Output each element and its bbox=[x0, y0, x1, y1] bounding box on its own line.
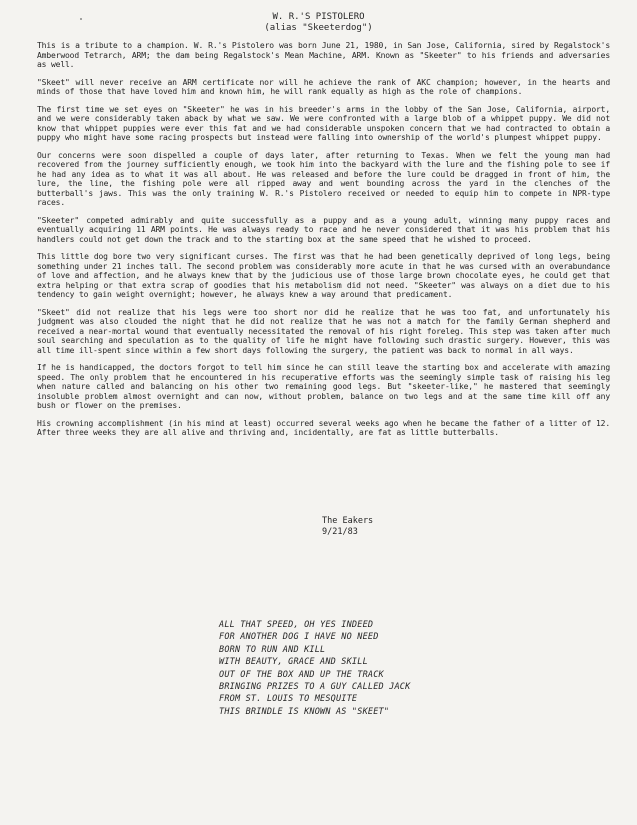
poem-line: BORN TO RUN AND KILL bbox=[219, 644, 326, 655]
poem-line: BRINGING PRIZES TO A GUY CALLED JACK bbox=[219, 682, 411, 693]
body-text bbox=[37, 41, 610, 446]
paragraph: This little dog bore two very significant curses. The first was that he had been genetically deprived of long legs, being something under 21 inches tall. The second problem was considerably more acute in that he was cursed with an overabundance of love and affection, and he always knew that by the judicious use of those large brown chocolate eyes, he could get that extra helping or that extra scrap of goodies that his metabolism did not need. "Skeeter" was always on a diet due to his tendency to gain weight overnight; however, he always knew a way around that predicament. bbox=[37, 252, 610, 299]
poem-line: FOR ANOTHER DOG I HAVE NO NEED bbox=[219, 632, 379, 643]
paragraph: "Skeet" did not realize that his legs were too short nor did he realize that he was too fat, and unfortunately his judgment was also clouded the night that he did not realize that he was not a match for the family German shepherd and received a near-mortal wound that eventually necessitated the removal of his right foreleg. This step was taken after much soul searching and speculation as to the quality of life he might have following such drastic surgery. However, this was all time ill-spent since within a few short days following the surgery, the patient was back to normal in all ways. bbox=[37, 307, 610, 355]
poem bbox=[219, 619, 410, 718]
poem-line: THIS BRINDLE IS KNOWN AS "SKEET" bbox=[219, 706, 390, 717]
paragraph: The first time we set eyes on "Skeeter" he was in his breeder's arms in the lobby of the San Jose, California, airport, and we were considerably taken aback by what we saw. We were confronted with a large blob of a whippet puppy. We did not know that whippet puppies were ever this fat and we had considerable unspoken concern that we had contracted to obtain a puppy who might have some racing prospects but instead were falling into ownership of the world's plumpest whippet puppy. bbox=[37, 104, 610, 142]
paragraph: "Skeet" will never receive an ARM certificate nor will he achieve the rank of AKC champion; however, in the hearts and minds of those that have loved him and known him, he will rank equally as high as the role of champions. bbox=[37, 77, 610, 96]
poem-line: FROM ST. LOUIS TO MESQUITE bbox=[219, 694, 358, 705]
paragraph: This is a tribute to a champion. W. R.'s Pistolero was born June 21, 1980, in San Jose, California, sired by Regalstock's Amberwood Tetrarch, ARM; the dam being Regalstock's Mean Machine, ARM. Known as "Skeeter" to his friends and adversaries as well. bbox=[37, 41, 610, 69]
signature-name: The Eakers bbox=[322, 516, 374, 526]
signature-date: 9/21/83 bbox=[322, 527, 358, 537]
signature-block bbox=[322, 516, 373, 538]
paragraph: His crowning accomplishment (in his mind at least) occurred several weeks ago when he became the father of a litter of 12. After three weeks they are all alive and thriving and, incidentally, are fat as little butterballs. bbox=[37, 418, 610, 437]
poem-line: OUT OF THE BOX AND UP THE TRACK bbox=[219, 669, 384, 680]
document-subtitle: (alias "Skeeterdog") bbox=[264, 23, 373, 33]
paragraph: If he is handicapped, the doctors forgot to tell him since he can still leave the starting box and accelerate with amazing speed. The only problem that he encountered in his recuperative efforts was the seemingly simple task of raising his leg when nature called and balancing on his other two remaining good legs. But "skeeter-like," he mastered that seemingly insoluble problem almost overnight and can now, without problem, balance on two legs and at the same time kill off any bush or flower on the premises. bbox=[37, 363, 610, 410]
document-header bbox=[0, 12, 637, 34]
poem-line: WITH BEAUTY, GRACE AND SKILL bbox=[219, 657, 368, 668]
document-title: W. R.'S PISTOLERO bbox=[272, 12, 365, 22]
paragraph: "Skeeter" competed admirably and quite successfully as a puppy and as a young adult, winning many puppy races and eventually acquiring 11 ARM points. He was always ready to race and he never considered that it was his problem that his handlers could not get down the track and to the starting box at the same speed that he wished to proceed. bbox=[37, 215, 610, 244]
poem-line: ALL THAT SPEED, OH YES INDEED bbox=[219, 620, 374, 630]
paragraph: Our concerns were soon dispelled a couple of days later, after returning to Texas. When we felt the young man had recovered from the journey sufficiently enough, we took him into the backyard with the lure and the fishing pole to see if he had any idea as to what it was all about. He was released and before the lure could be dragged in front of him, the lure, the line, the fishing pole were all ripped away and went bounding across the yard in the clenches of the butterball's jaws. This was the only training W. R.'s Pistolero received or needed to equip him to compete in NPR-type races. bbox=[37, 150, 610, 207]
